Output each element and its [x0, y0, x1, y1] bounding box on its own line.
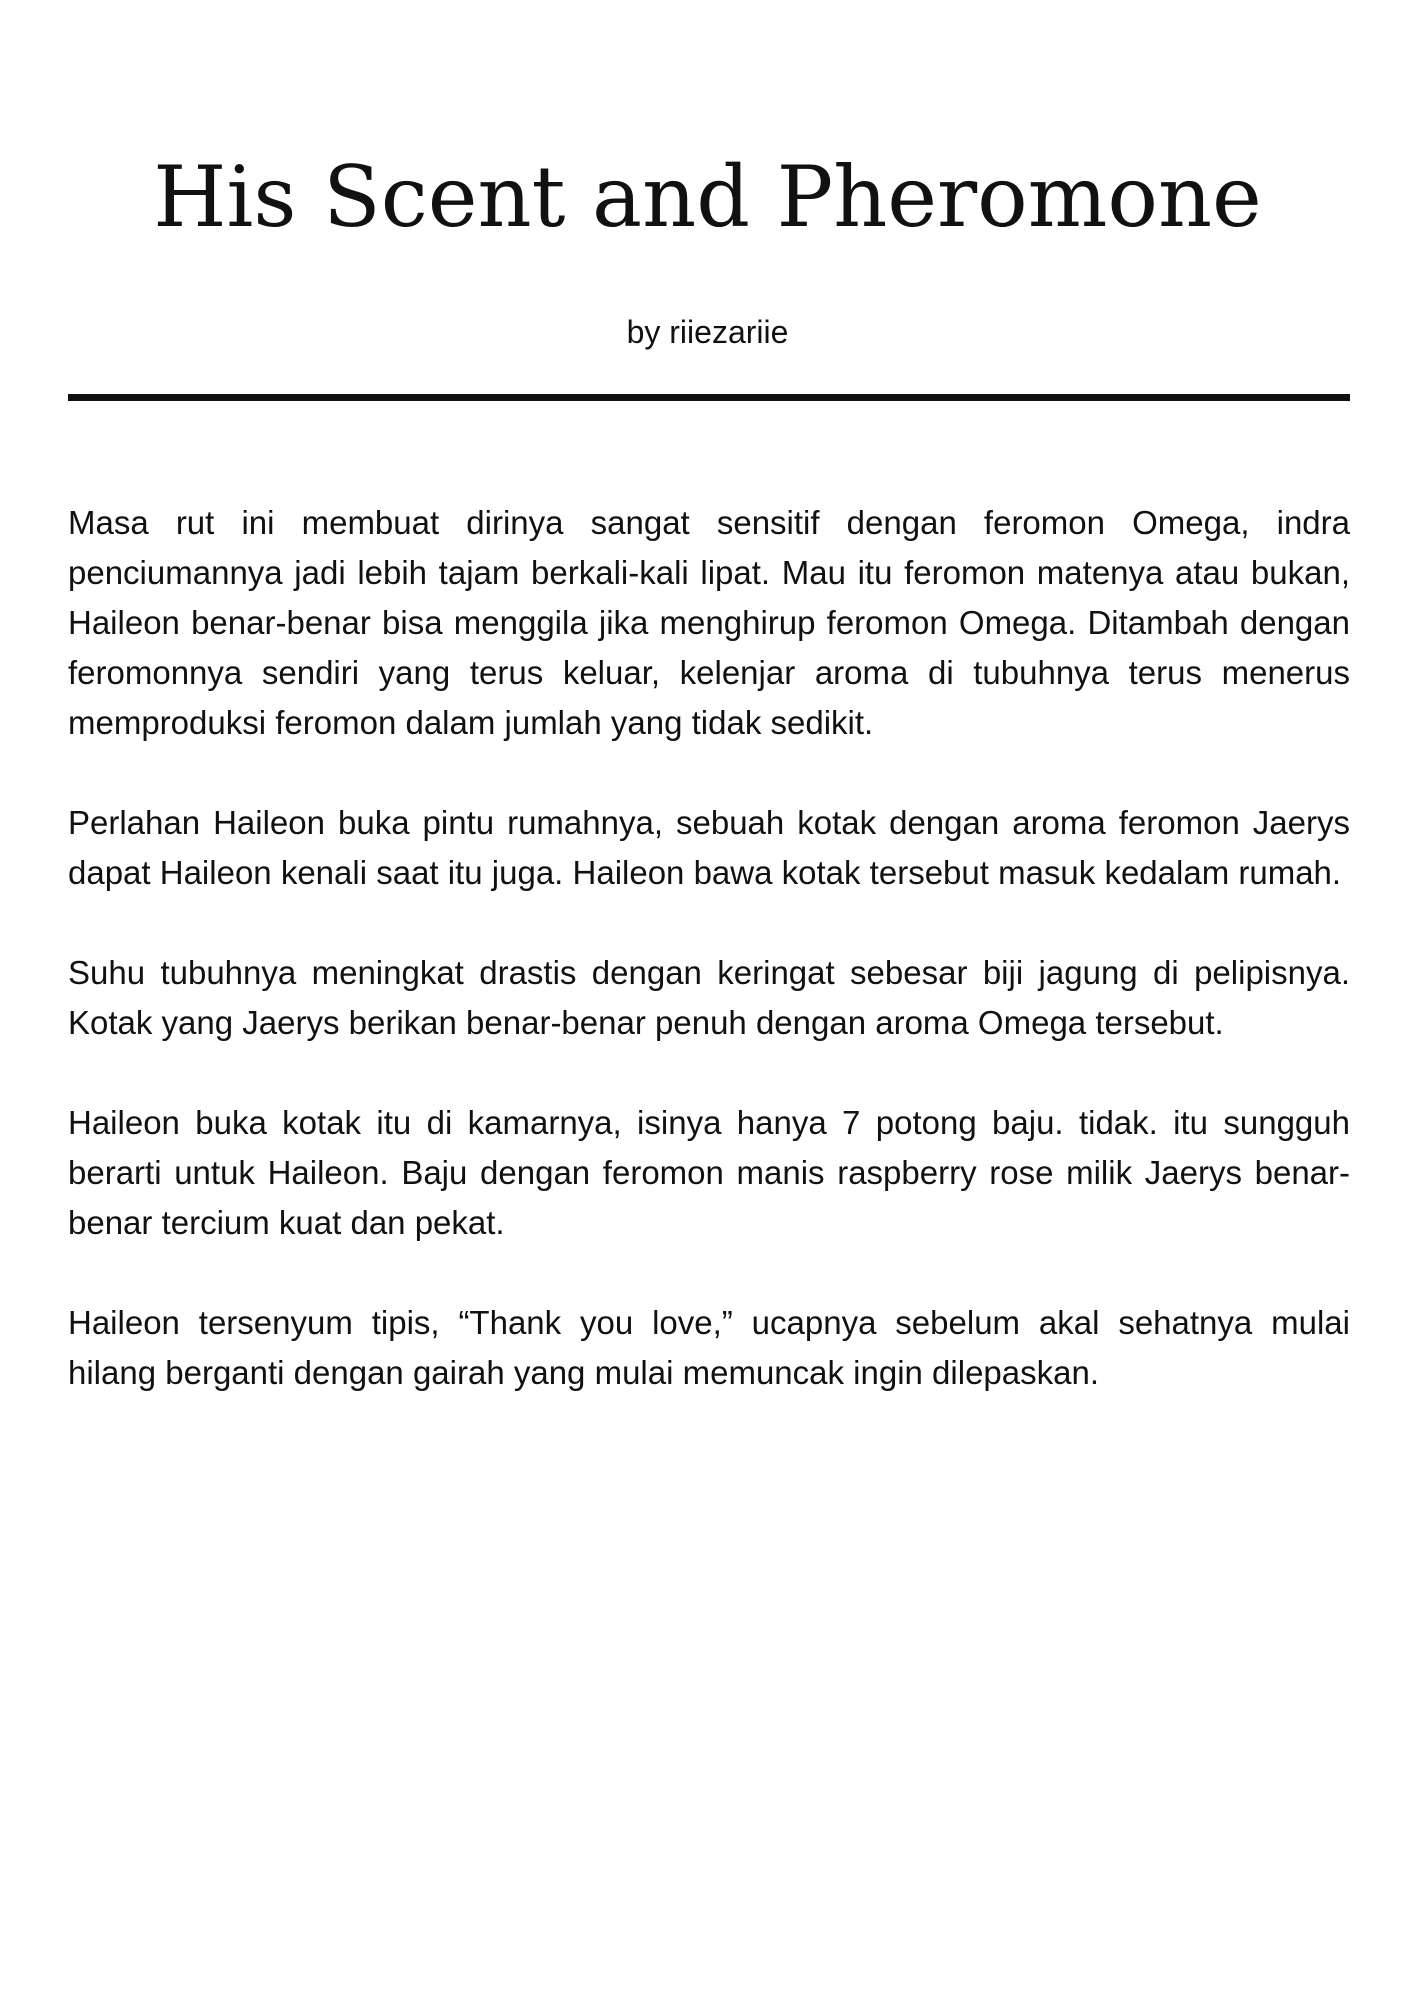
document-title: His Scent and Pheromone	[153, 148, 1262, 246]
title-divider	[68, 394, 1350, 401]
paragraph: Masa rut ini membuat dirinya sangat sensitif dengan feromon Omega, indra penciumannya jadi lebih tajam berkali-kali lipat. Mau itu feromon matenya atau bukan, Haileon benar-benar bisa menggila jika menghirup feromon Omega. Ditambah dengan feromonnya sendiri yang terus keluar, kelenjar aroma di tubuhnya terus menerus memproduksi feromon dalam jumlah yang tidak sedikit.	[68, 504, 1350, 741]
author-byline: by riiezariie	[626, 314, 789, 350]
paragraph: Haileon tersenyum tipis, “Thank you love,” ucapnya sebelum akal sehatnya mulai hilang berganti dengan gairah yang mulai memuncak ingin dilepaskan.	[68, 1304, 1350, 1391]
paragraph: Suhu tubuhnya meningkat drastis dengan keringat sebesar biji jagung di pelipisnya. Kotak yang Jaerys berikan benar-benar penuh dengan aroma Omega tersebut.	[68, 954, 1350, 1041]
paragraph: Haileon buka kotak itu di kamarnya, isinya hanya 7 potong baju. tidak. itu sungguh berarti untuk Haileon. Baju dengan feromon manis raspberry rose milik Jaerys benar-benar tercium kuat dan pekat.	[68, 1104, 1350, 1241]
story-body	[68, 498, 1350, 1448]
paragraph: Perlahan Haileon buka pintu rumahnya, sebuah kotak dengan aroma feromon Jaerys dapat Haileon kenali saat itu juga. Haileon bawa kotak tersebut masuk kedalam rumah.	[68, 804, 1350, 891]
